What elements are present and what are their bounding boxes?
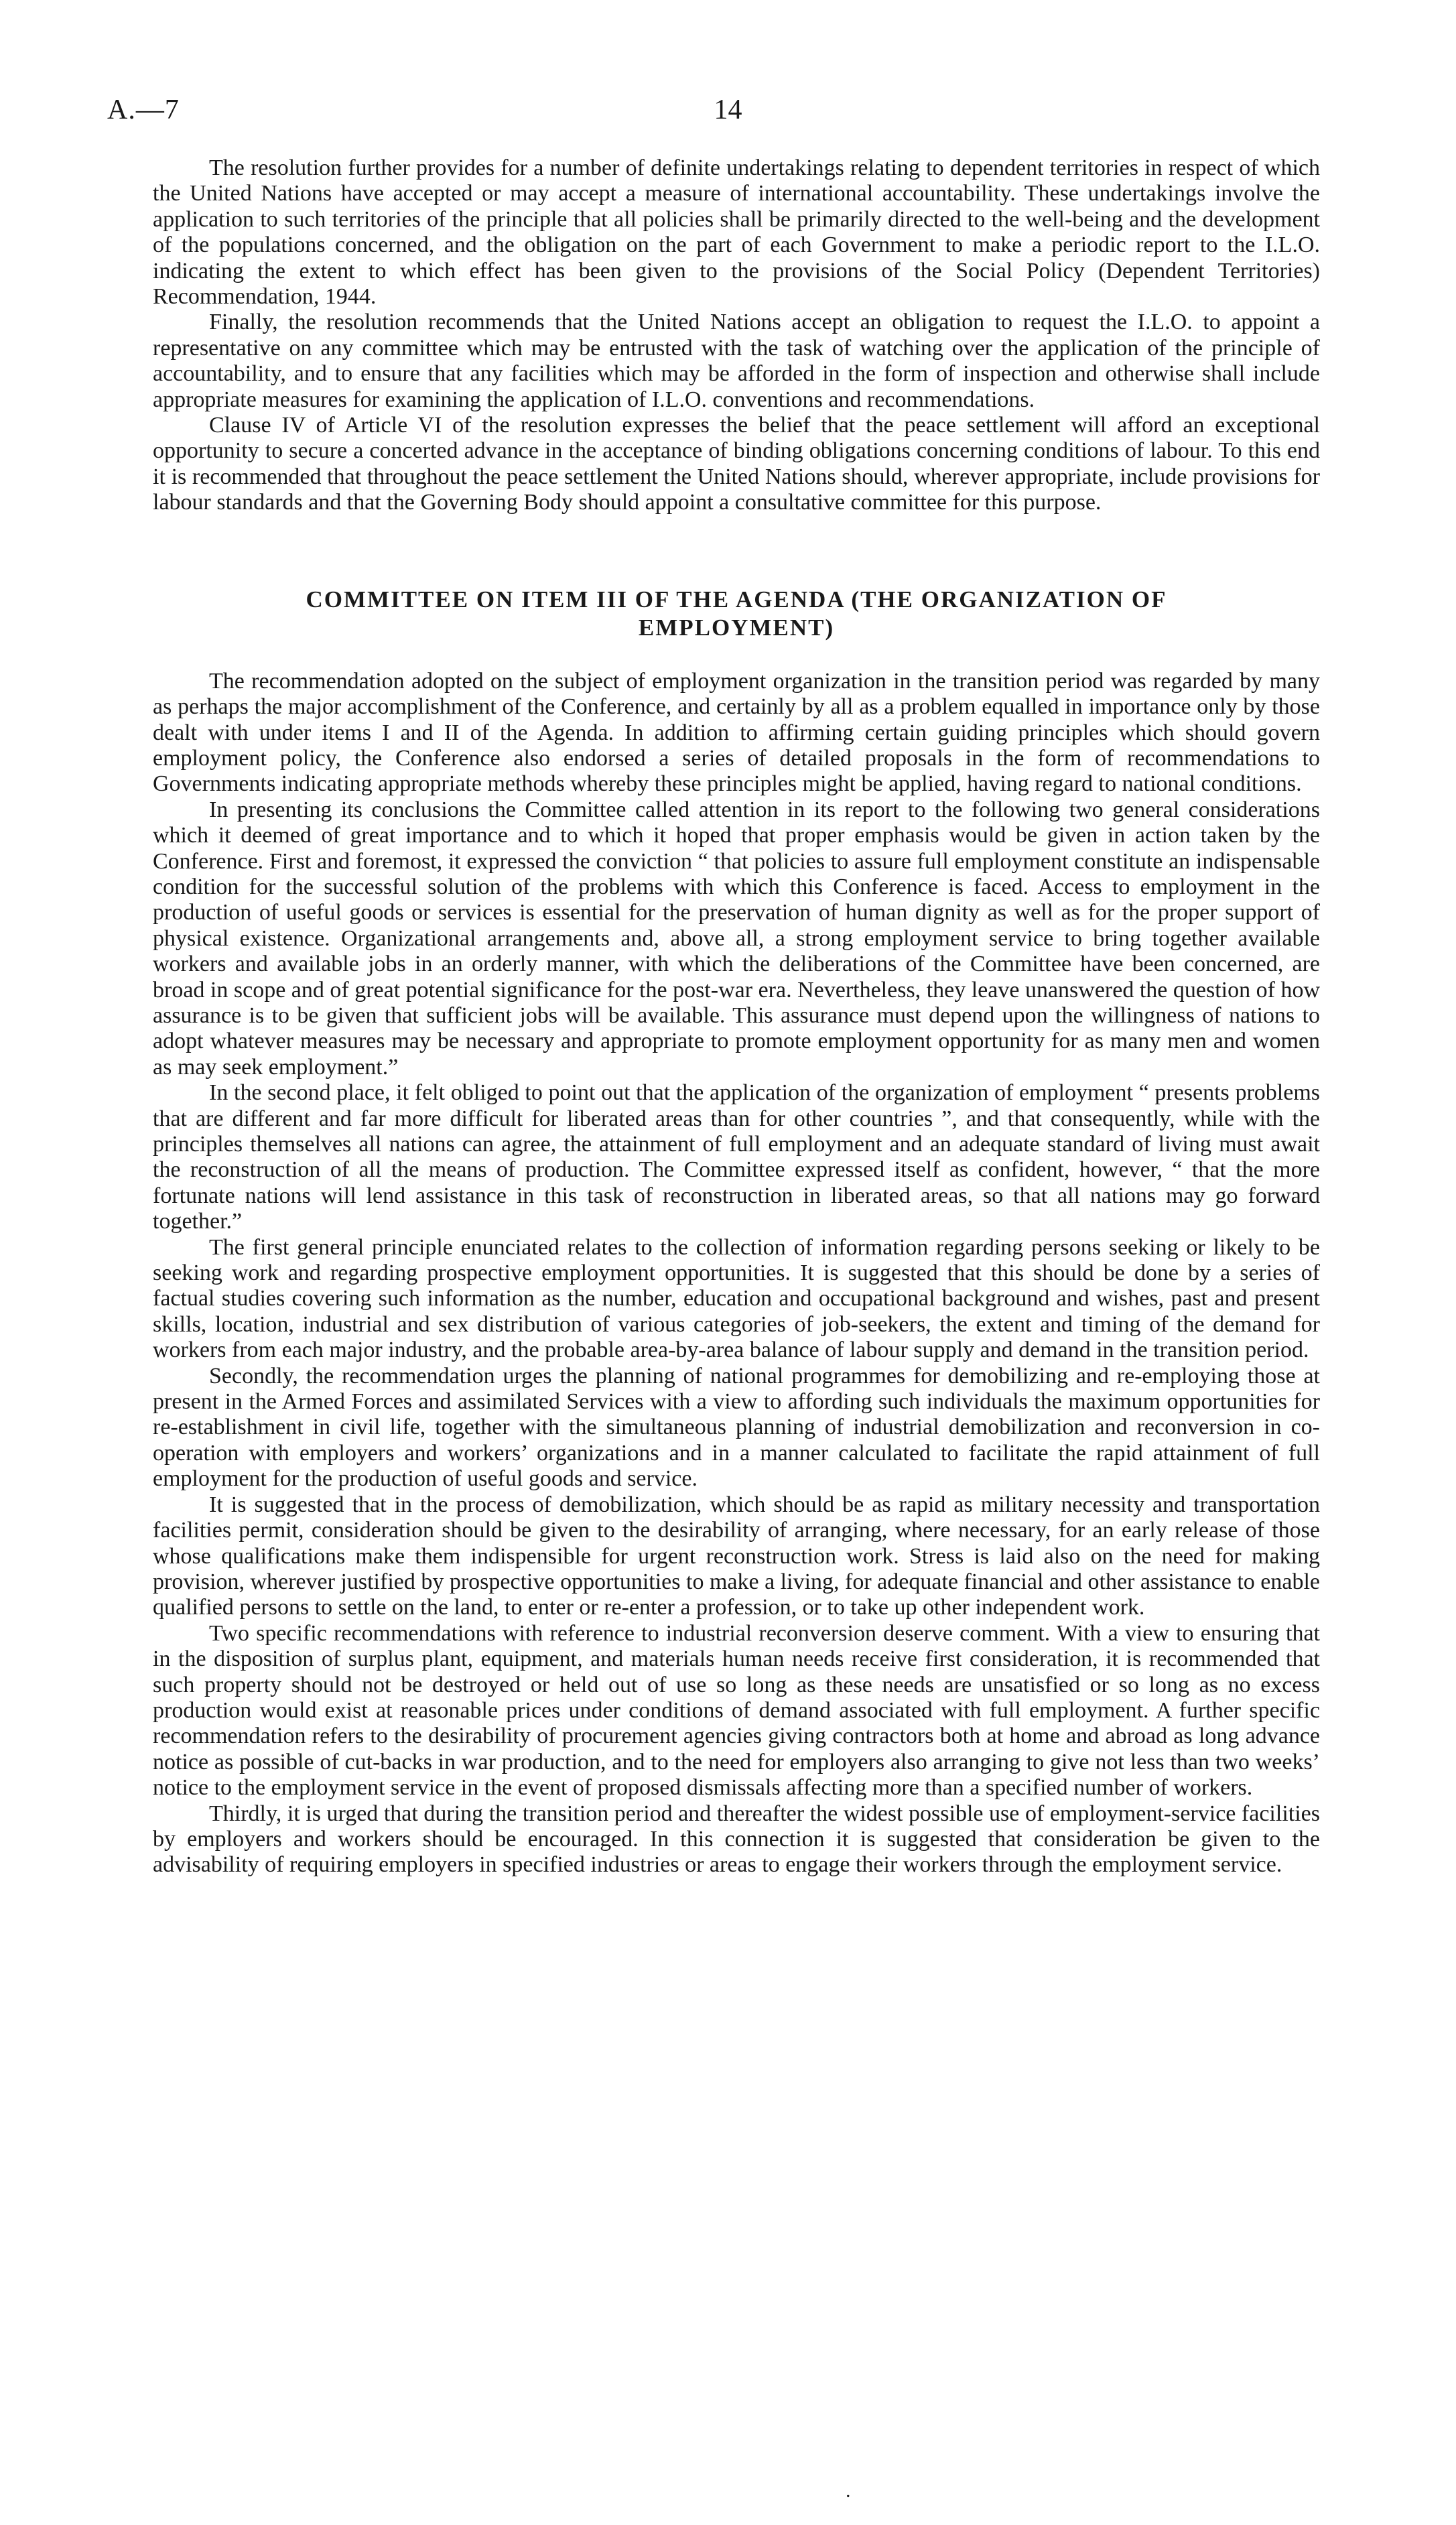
- section-heading: COMMITTEE ON ITEM III OF THE AGENDA (THE ORGANIZATION OF EMPLOYMENT): [306, 586, 1167, 641]
- page-header: [107, 94, 1349, 134]
- paragraph-liberated-areas: In the second place, it felt obliged to point out that the application of the organization of employment “ presents problems that are different and far more difficult for liberated areas than for other countries ”, and that consequently, while with the principles themselves all nations can agree, the attainment of full employment and an adequate standard of living must await the reconstruction of all the means of production. The Committee expressed itself as confident, however, “ that the more fortunate nations will lend assistance in this task of reconstruction in liberated areas, so that all nations may go forward together.”: [153, 1080, 1320, 1234]
- paragraph-employment-recommendation: The recommendation adopted on the subject of employment organization in the transition period was regarded by many as perhaps the major accomplishment of the Conference, and certainly by all as a problem equalled in importance only by those dealt with under items I and II of the Agenda. In addition to affirming certain guiding principles which should govern employment policy, the Conference also endorsed a series of detailed proposals in the form of recommendations to Governments indicating appropriate methods whereby these principles might be applied, having regard to national conditions.: [153, 668, 1320, 797]
- body-text: [153, 155, 1320, 1878]
- paragraph-employment-service: Thirdly, it is urged that during the transition period and thereafter the widest possible use of employment-service facilities by employers and workers should be encouraged. In this connection it is suggested that consideration be given to the advisability of requiring employers in specified industries or areas to engage their workers through the employment service.: [153, 1801, 1320, 1878]
- footer-mark: .: [846, 2479, 851, 2502]
- paragraph-general-considerations: In presenting its conclusions the Committee called attention in its report to the following two general considerations which it deemed of great importance and to which it hoped that proper emphasis would be given in action taken by the Conference. First and foremost, it expressed the conviction “ that policies to assure full employment constitute an indispensable condition for the successful solution of the problems with which this Conference is faced. Access to employment in the production of useful goods or services is essential for the preservation of human dignity as well as for the proper support of physical existence. Organizational arrangements and, above all, a strong employment service to bring together available workers and available jobs in an orderly manner, with which the deliberations of the Committee have been concerned, are broad in scope and of great potential significance for the post-war era. Nevertheless, they leave unanswered the question of how assurance is to be given that sufficient jobs will be available. This assurance must depend upon the willingness of nations to adopt whatever measures may be necessary and appropriate to promote employment opportunity for as many men and women as may seek employment.”: [153, 797, 1320, 1080]
- paragraph-first-principle: The first general principle enunciated relates to the collection of information regarding persons seeking or likely to be seeking work and regarding prospective employment opportunities. It is suggested that this should be done by a series of factual studies covering such information as the number, education and occupational background and wishes, past and present skills, location, industrial and sex distribution of various categories of job-seekers, the extent and timing of the demand for workers from each major industry, and the probable area-by-area balance of labour supply and demand in the transition period.: [153, 1234, 1320, 1363]
- paragraph-dependent-territories: The resolution further provides for a number of definite undertakings relating to dependent territories in respect of which the United Nations have accepted or may accept a measure of international accountability. These undertakings involve the application to such territories of the principle that all policies shall be primarily directed to the well-being and the development of the populations concerned, and the obligation on the part of each Government to make a periodic report to the I.L.O. indicating the extent to which effect has been given to the provisions of the Social Policy (Dependent Territories) Recommendation, 1944.: [153, 155, 1320, 310]
- paragraph-demobilization-planning: Secondly, the recommendation urges the planning of national programmes for demobilizing and re-employing those at present in the Armed Forces and assimilated Services with a view to affording such individuals the maximum opportunities for re-establishment in civil life, together with the simultaneous planning of industrial demobilization and reconversion in co-operation with employers and workers’ organizations and in a manner calculated to facilitate the rapid attainment of full employment for the production of useful goods and service.: [153, 1363, 1320, 1492]
- paragraph-peace-settlement: Clause IV of Article VI of the resolution expresses the belief that the peace settlement will afford an exceptional opportunity to secure a concerted advance in the acceptance of binding obligations concerning conditions of labour. To this end it is recommended that throughout the peace settlement the United Nations should, wherever appropriate, include provisions for labour standards and that the Governing Body should appoint a consultative committee for this purpose.: [153, 413, 1320, 515]
- document-reference: A.—7: [107, 94, 180, 125]
- paragraph-accountability-committee: Finally, the resolution recommends that the United Nations accept an obligation to request the I.L.O. to appoint a representative on any committee which may be entrusted with the task of watching over the application of the principle of accountability, and to ensure that any facilities which may be afforded in the form of inspection and otherwise shall include appropriate measures for examining the application of I.L.O. conventions and recommendations.: [153, 310, 1320, 412]
- paragraph-demobilization-process: It is suggested that in the process of demobilization, which should be as rapid as military necessity and transportation facilities permit, consideration should be given to the desirability of arranging, where necessary, for an early release of those whose qualifications make them indispensible for urgent reconstruction work. Stress is laid also on the need for making provision, wherever justified by prospective opportunities to make a living, for adequate financial and other assistance to enable qualified persons to settle on the land, to enter or re-enter a profession, or to take up other independent work.: [153, 1492, 1320, 1620]
- paragraph-industrial-reconversion: Two specific recommendations with reference to industrial reconversion deserve comment. With a view to ensuring that in the disposition of surplus plant, equipment, and materials human needs receive first consideration, it is recommended that such property should not be destroyed or held out of use so long as these needs are unsatisfied or so long as no excess production would exist at reasonable prices under conditions of demand associated with full employment. A further specific recommendation refers to the desirability of procurement agencies giving contractors both at home and abroad as long advance notice as possible of cut-backs in war production, and to the need for employers also arranging to give not less than two weeks’ notice to the employment service in the event of proposed dismissals affecting more than a specified number of workers.: [153, 1620, 1320, 1801]
- page-number: 14: [714, 94, 742, 125]
